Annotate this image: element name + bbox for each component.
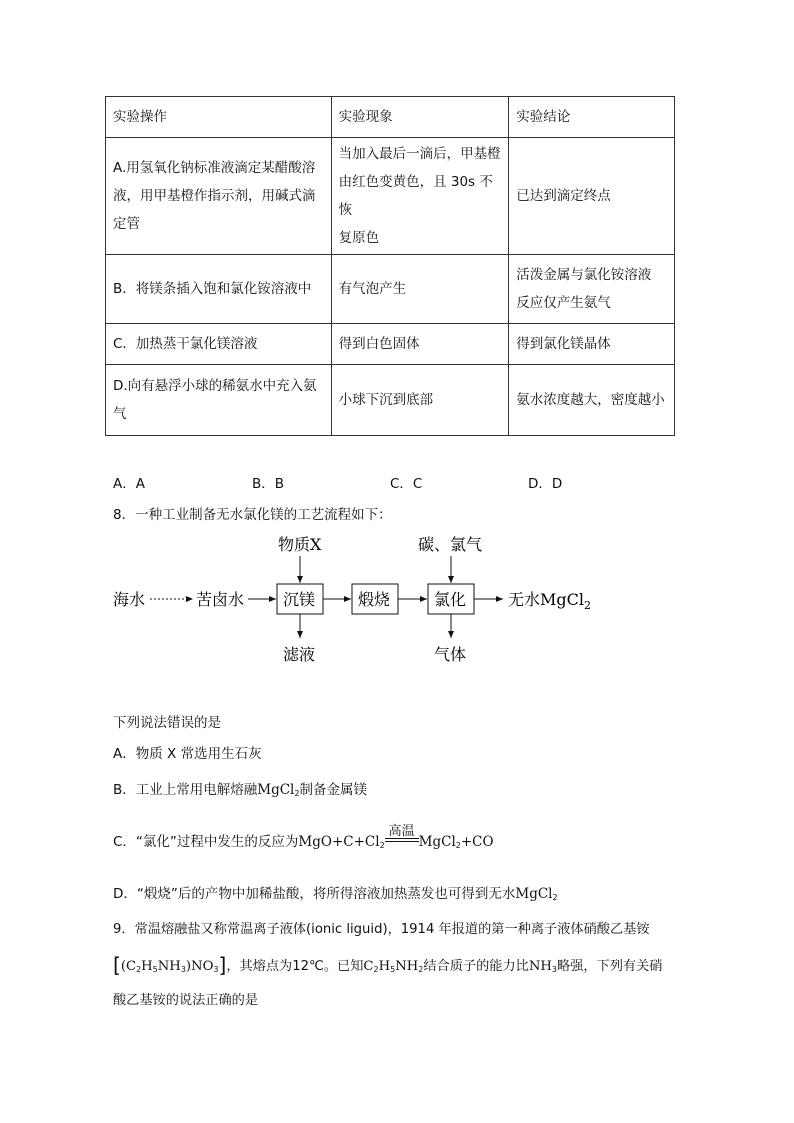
cell-line: 当加入最后一滴后，甲基橙 [338, 146, 501, 162]
subscript: 2 [418, 965, 424, 974]
cell-line: A.用氢氧化钠标准液滴定某醋酸溶 [113, 160, 316, 176]
table-row [106, 255, 675, 324]
option-text: D．“煅烧”后的产物中加稀盐酸，将所得溶液加热蒸发也可得到无水 [113, 886, 516, 902]
formula: C [363, 959, 374, 974]
cell-concl-d [509, 365, 675, 436]
formula: NH [157, 959, 181, 974]
option-text: B．工业上常用电解熔融 [113, 782, 258, 798]
flow-step3: 氯化 [434, 590, 467, 609]
formula: )NO [185, 959, 214, 974]
formula: +CO [460, 834, 494, 850]
formula: (C [120, 959, 137, 974]
flow-output3: 气体 [434, 645, 467, 664]
option-d: D．D [528, 476, 563, 492]
cell-line: 得到氯化镁晶体 [516, 336, 611, 352]
table-row [106, 324, 675, 365]
cell-op-c [106, 324, 332, 365]
cell-concl-c [509, 324, 675, 365]
flow-seawater: 海水 [113, 590, 146, 609]
q8-option-b [113, 778, 367, 798]
cell-line: 反应仅产生氨气 [516, 295, 611, 311]
cell-line: 有气泡产生 [338, 281, 407, 297]
cell-phen-a [331, 138, 509, 255]
subscript: 2 [379, 841, 385, 850]
text: 略强，下列有关硝 [556, 959, 663, 974]
text: 结合质子的能力比 [423, 959, 529, 974]
header-phenomenon: 实验现象 [331, 97, 509, 138]
cell-phen-b [331, 255, 509, 324]
flow-step2: 煅烧 [358, 590, 391, 609]
flow-step1: 沉镁 [283, 590, 316, 609]
option-text: C．“氯化”过程中发生的反应为 [113, 834, 299, 850]
flow-output1: 滤液 [283, 645, 316, 664]
cell-concl-a [509, 138, 675, 255]
cell-line: 由红色变黄色，且 30s 不恢 [338, 174, 493, 218]
cell-concl-b [509, 255, 675, 324]
option-a: A．A [113, 476, 145, 492]
subscript: 2 [552, 893, 558, 902]
experiment-table [105, 96, 675, 436]
text: ，其熔点为12℃。已知 [226, 959, 364, 974]
header-operation: 实验操作 [106, 97, 332, 138]
cell-line: 复原色 [338, 230, 380, 246]
cell-op-d [106, 365, 332, 436]
cell-line: 气 [113, 406, 127, 422]
question-9-line2: $[(C_2H_5NH_3)NO_3]$，其熔点为12℃。已知$C_2H_5NH_2$结合质子的能力比$NH_3$略强，下列有关硝 [113, 953, 663, 977]
formula: MgCl [515, 886, 553, 902]
formula: MgCl [418, 834, 456, 850]
question-9-line3: 酸乙基铵的说法正确的是 [113, 993, 259, 1008]
cell-op-b [106, 255, 332, 324]
formula: H [141, 959, 153, 974]
table-row [106, 365, 675, 436]
cell-line: 小球下沉到底部 [338, 392, 434, 408]
option-b: B．B [252, 476, 285, 492]
subscript: 2 [455, 841, 461, 850]
subscript: 2 [373, 965, 379, 974]
cell-op-a [106, 138, 332, 255]
q8-option-c [113, 824, 494, 850]
table-row [106, 138, 675, 255]
formula: MgCl [257, 782, 295, 798]
subscript: 3 [213, 965, 219, 974]
formula: H [378, 959, 391, 974]
flow-product: 无水MgCl$_2$ [508, 590, 591, 612]
question-8-stem: 8．一种工业制备无水氯化镁的工艺流程如下： [113, 507, 392, 523]
option-c: C．C [390, 476, 423, 492]
q8-option-d [113, 882, 558, 902]
question-8-prompt: 下列说法错误的是 [113, 715, 221, 731]
subscript: 5 [390, 965, 396, 974]
subscript: 3 [180, 965, 186, 974]
subscript: 2 [136, 965, 142, 974]
cell-line: 活泼金属与氯化铵溶液 [516, 267, 652, 283]
condition-text: 高温 [388, 824, 415, 839]
option-text: 制备金属镁 [299, 782, 367, 798]
formula: NH [528, 959, 552, 974]
cell-line: 得到白色固体 [338, 336, 420, 352]
cell-line: 已达到滴定终点 [516, 188, 611, 204]
subscript: 5 [152, 965, 158, 974]
table-header-row [106, 97, 675, 138]
flow-brine: 苦卤水 [196, 590, 245, 609]
process-flow-diagram [105, 528, 625, 673]
formula: MgO+C+Cl [298, 834, 380, 850]
cell-line: 氨水浓度越大，密度越小 [516, 392, 665, 408]
cell-phen-c [331, 324, 509, 365]
cell-line: C．加热蒸干氯化镁溶液 [113, 336, 258, 352]
cell-line: 液，用甲基橙作指示剂，用碱式滴 [113, 188, 316, 204]
q8-option-a: A．物质 X 常选用生石灰 [113, 746, 262, 762]
cell-line: B．将镁条插入饱和氯化铵溶液中 [113, 281, 312, 297]
subscript: 3 [551, 965, 557, 974]
formula: NH [395, 959, 419, 974]
cell-phen-d [331, 365, 509, 436]
flow-input1: 物质X [278, 535, 322, 554]
question-9-line1: 9．常温熔融盐又称常温离子液体(ionic liguid)，1914 年报道的第一种离子液体硝酸乙基铵 [113, 922, 650, 937]
reaction-condition [385, 824, 419, 850]
header-conclusion: 实验结论 [509, 97, 675, 138]
flow-input3: 碳、氯气 [418, 535, 483, 554]
subscript: 2 [294, 789, 300, 798]
cell-line: D.向有悬浮小球的稀氨水中充入氨 [113, 378, 317, 394]
cell-line: 定管 [113, 216, 140, 232]
